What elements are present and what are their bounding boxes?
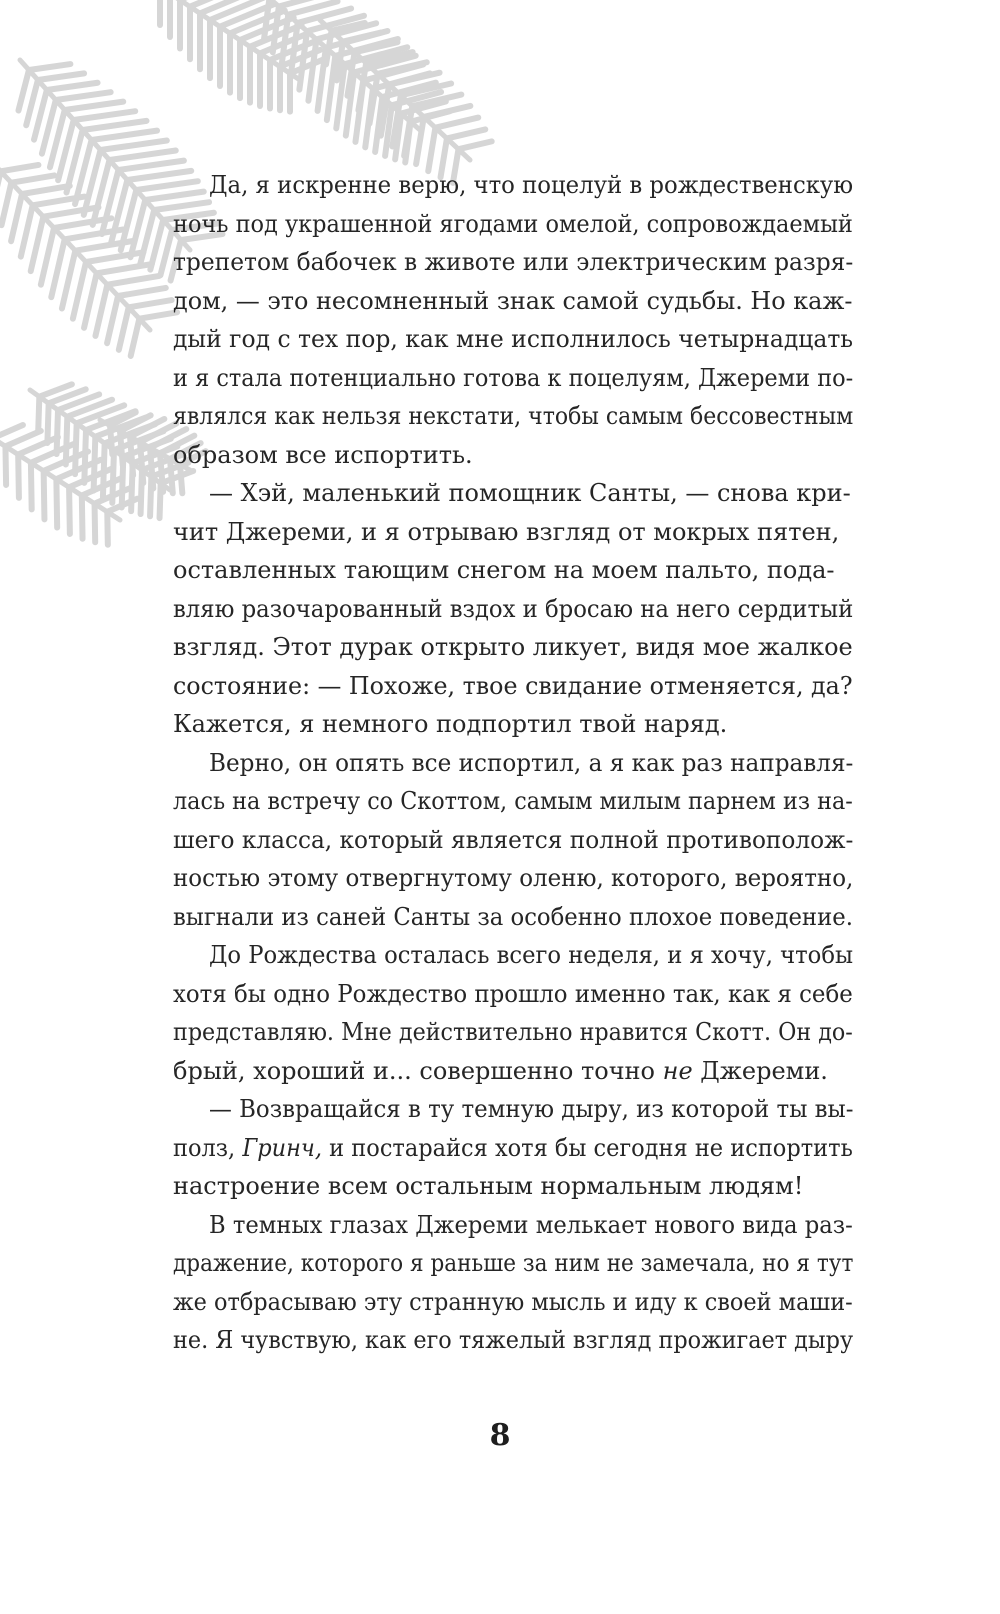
text-segment: и постарайся хотя бы сегодня не испортить — [322, 1133, 853, 1162]
text-line: чит Джереми, и я отрываю взгляд от мокрых пятен, — [173, 517, 840, 546]
fir-branch-icon — [0, 0, 520, 560]
text-line: лась на встречу со Скоттом, самым милым парнем из на- — [173, 787, 853, 815]
text-line: Кажется, я немного подпортил твой наряд. — [173, 710, 728, 738]
text-line: и я стала потенциально готова к поцелуям, Джереми по- — [173, 363, 854, 392]
text-line: хотя бы одно Рождество прошло именно так, как я себе — [173, 979, 853, 1008]
text-line — [173, 1133, 853, 1165]
text-line: ностью этому отвергнутому оленю, которого, вероятно, — [173, 864, 854, 892]
text-line: Верно, он опять все испортил, а я как раз направля- — [209, 748, 854, 777]
italic-emphasis: Гринч, — [242, 1133, 323, 1162]
text-segment: полз, — [173, 1133, 243, 1162]
text-line: представляю. Мне действительно нравится Скотт. Он до- — [173, 1018, 853, 1046]
italic-emphasis: не — [662, 1056, 693, 1085]
text-line: не. Я чувствую, как его тяжелый взгляд прожигает дыру — [173, 1326, 854, 1354]
text-line: ночь под украшенной ягодами омелой, сопровождаемый — [173, 209, 853, 238]
text-line: выгнали из саней Санты за особенно плохое поведение. — [173, 902, 853, 931]
text-line: состояние: — Похоже, твое свидание отменяется, да? — [173, 671, 853, 700]
text-segment: Джереми. — [692, 1056, 828, 1085]
text-line: дражение, которого я раньше за ним не замечала, но я тут — [173, 1249, 854, 1277]
text-line: — Хэй, маленький помощник Санты, — снова кри- — [209, 479, 851, 507]
text-line: настроение всем остальным нормальным людям! — [173, 1172, 804, 1200]
text-line — [173, 1056, 853, 1088]
text-line: же отбрасываю эту странную мысль и иду к своей маши- — [173, 1287, 853, 1316]
text-line: являлся как нельзя некстати, чтобы самым бессовестным — [173, 402, 854, 430]
text-line: образом все испортить. — [173, 440, 473, 469]
text-line: В темных глазах Джереми мелькает нового вида раз- — [209, 1210, 853, 1239]
text-line: дом, — это несомненный знак самой судьбы. Но каж- — [173, 286, 853, 315]
page-number: 8 — [489, 1418, 511, 1453]
text-line: Да, я искренне верю, что поцелуй в рождественскую — [209, 171, 854, 199]
text-line: шего класса, который является полной противополож- — [173, 825, 854, 854]
text-line: вляю разочарованный вздох и бросаю на него сердитый — [173, 594, 854, 623]
text-line: — Возвращайся в ту темную дыру, из которой ты вы- — [209, 1095, 854, 1123]
text-line: До Рождества осталась всего неделя, и я хочу, чтобы — [209, 941, 853, 969]
text-line: трепетом бабочек в животе или электрическим разря- — [173, 248, 854, 276]
text-line: взгляд. Этот дурак открыто ликует, видя мое жалкое — [173, 633, 853, 661]
text-line: оставленных тающим снегом на моем пальто, пода- — [173, 556, 835, 584]
text-segment: брый, хороший и... совершенно точно — [173, 1056, 663, 1085]
text-line: дый год с тех пор, как мне исполнилось четырнадцать — [173, 325, 854, 353]
